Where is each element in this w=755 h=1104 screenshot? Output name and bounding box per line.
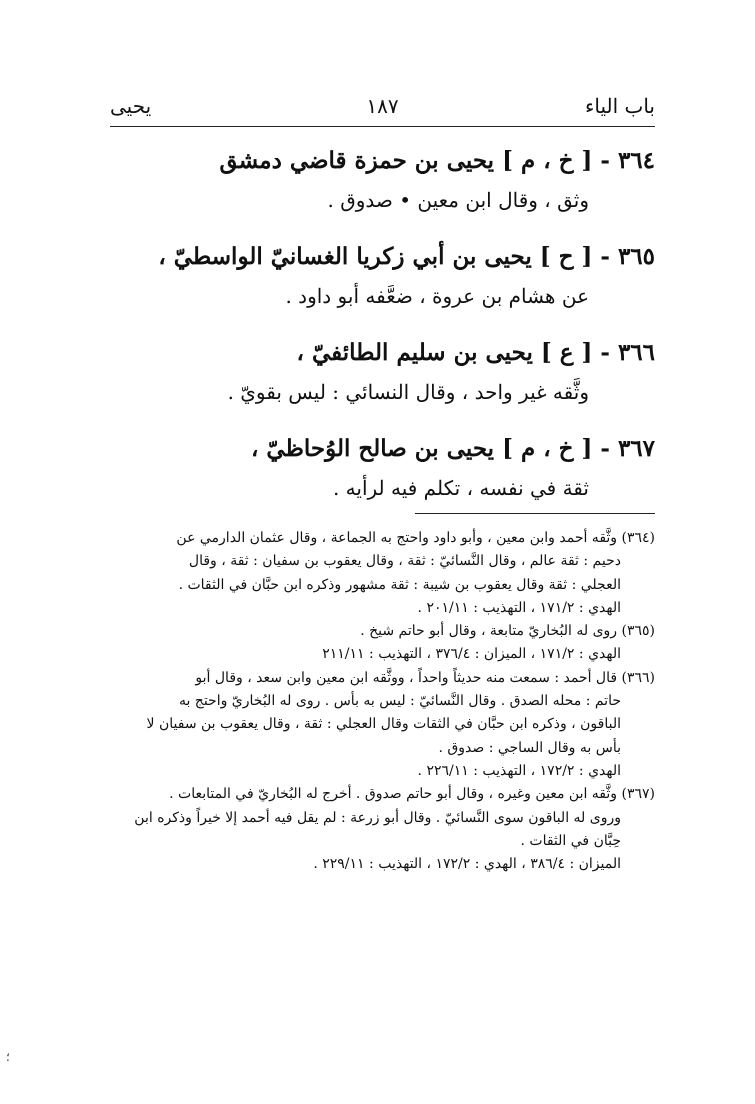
footnote-364: [110, 527, 655, 620]
entry-text: ثقة في نفسه ، تكلم فيه لرأيه .: [332, 476, 589, 500]
footnote-line: وروى له الباقون سوى النَّسائيّ . وقال أبو زرعة : لم يقل فيه أحمد إلا خيراً وذكره ابن: [134, 809, 621, 826]
footnote-line: (٣٦٥) روى له البُخاريّ متابعة ، وقال أبو حاتم شيخ .: [360, 623, 655, 640]
footnote-366: [110, 667, 655, 783]
footnote-line: حِبَّان في الثقات .: [520, 832, 621, 849]
footnote-line: (٣٦٦) قال أحمد : سمعت منه حديثاً واحداً ، ووثَّقه ابن معين وابن سعد ، وقال أبو: [195, 669, 655, 686]
footnote-line: بأس به وقال الساجي : صدوق .: [438, 739, 621, 756]
entry-text: عن هشام بن عروة ، ضعَّفه أبو داود .: [285, 284, 589, 308]
entry-364: [110, 140, 655, 218]
footnote-separator: [415, 513, 655, 514]
entry-heading: ٣٦٧ - [ خ ، م ] يحيى بن صالح الوُحاظيّ ،: [250, 435, 655, 462]
footnote-line: (٣٦٧) وثَّقه ابن معين وغيره ، وقال أبو حاتم صدوق . أخرج له البُخاريّ في المتابعات .: [169, 786, 655, 803]
footnote-line: الميزان : ٣٨٦/٤ ، الهدي : ١٧٢/٢ ، التهذيب : ٢٢٩/١١ .: [313, 856, 621, 873]
footnote-line: (٣٦٤) وثَّقه أحمد وابن معين ، وأبو داود واحتج به الجماعة ، وقال عثمان الدارمي عن: [176, 530, 655, 546]
entry-heading: ٣٦٦ - [ ع ] يحيى بن سليم الطائفيّ ،: [296, 339, 655, 366]
footnote-line: الهدي : ١٧١/٢ ، التهذيب : ٢٠١/١١ .: [417, 599, 621, 616]
main-entries: [110, 140, 655, 524]
footnote-line: الباقون ، وذكره ابن حبَّان في الثقات وقال العجلي : ثقة ، وقال يعقوب بن سفيان لا: [146, 716, 621, 733]
entry-365: [110, 236, 655, 314]
page-number: ١٨٧: [366, 94, 399, 118]
entry-heading: ٣٦٤ - [ خ ، م ] يحيى بن حمزة قاضي دمشق: [219, 147, 655, 174]
entry-366: [110, 332, 655, 410]
entry-text: وثَّقه غير واحد ، وقال النسائي : ليس بقويّ .: [227, 380, 589, 404]
scan-edge-mark: ؛: [6, 1050, 10, 1064]
footnote-line: دحيم : ثقة عالم ، وقال النَّسائيّ : ثقة ، وقال يعقوب بن سفيان : ثقة ، وقال: [188, 553, 621, 570]
entry-heading: ٣٦٥ - [ ح ] يحيى بن أبي زكريا الغسانيّ الواسطيّ ،: [158, 243, 655, 270]
footnotes: [110, 527, 655, 876]
running-title: يحيى: [110, 94, 152, 118]
footnote-367: [110, 783, 655, 876]
entry-text: وثق ، وقال ابن معين • صدوق .: [327, 188, 589, 212]
entry-367: [110, 428, 655, 506]
header-rule: [110, 126, 655, 127]
footnote-line: حاتم : محله الصدق . وقال النَّسائيّ : ليس به بأس . روى له البُخاريّ واحتج به: [178, 693, 621, 710]
footnote-line: الهدي : ١٧١/٢ ، الميزان : ٣٧٦/٤ ، التهذيب : ٢١١/١١: [322, 646, 621, 663]
footnote-line: الهدي : ١٧٢/٢ ، التهذيب : ٢٢٦/١١ .: [417, 762, 621, 779]
footnote-365: [110, 620, 655, 667]
running-header: [110, 94, 655, 126]
chapter-title: باب الياء: [584, 94, 655, 118]
footnote-line: العجلي : ثقة وقال يعقوب بن شيبة : ثقة مشهور وذكره ابن حبَّان في الثقات .: [178, 576, 621, 593]
